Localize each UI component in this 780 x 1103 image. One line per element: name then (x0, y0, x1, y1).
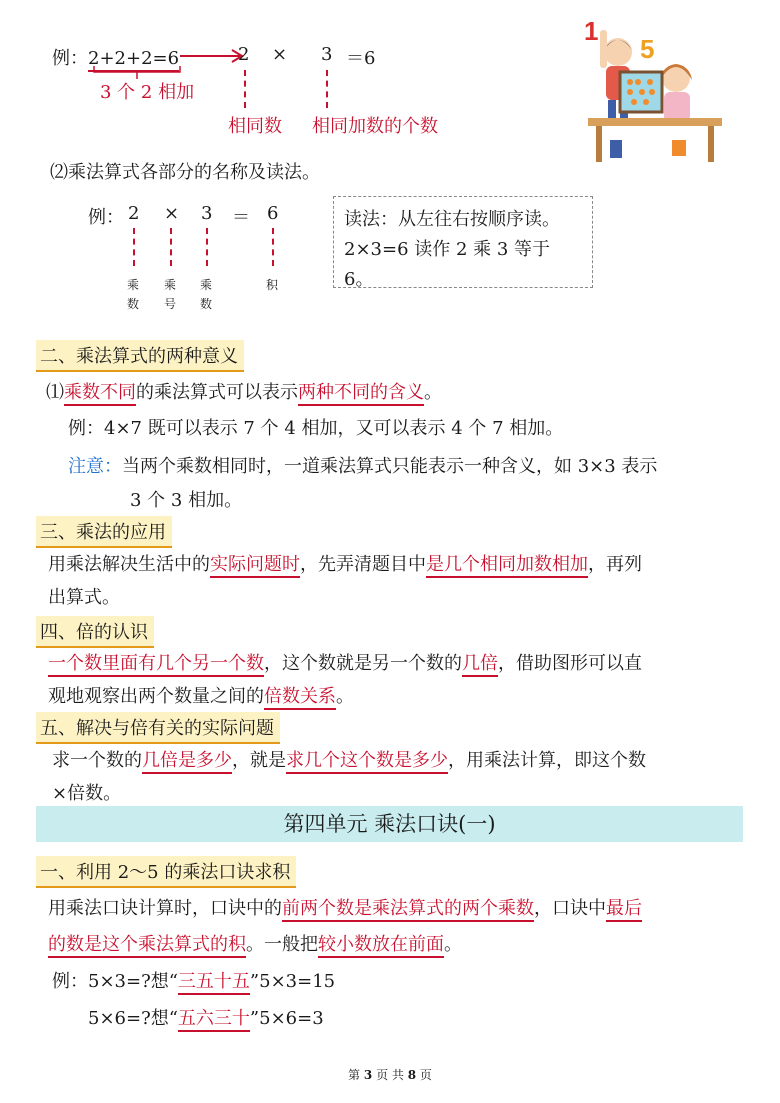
section-heading: 五、解决与倍有关的实际问题 (36, 712, 280, 744)
example1-n3: 3 (321, 44, 333, 65)
times-concept-line1: 一个数里面有几个另一个数，这个数就是另一个数的几倍，借助图形可以直 (48, 649, 642, 675)
section2-title: ⑵乘法算式各部分的名称及读法。 (50, 162, 320, 183)
u4-example2: 5×6=?想“五六三十”5×6=3 (88, 1004, 324, 1030)
example1-times: × (272, 44, 288, 65)
section2-example-b: 3 (201, 203, 213, 224)
application-line1: 用乘法解决生活中的实际问题时，先弄清题目中是几个相同加数相加，再列 (48, 550, 642, 576)
example-expression: 2+2+2=6 (88, 48, 179, 72)
dotted-line (170, 228, 172, 266)
label-addend-count: 相同加数的个数 (312, 116, 438, 137)
meaning-note-line2: 3 个 3 相加。 (130, 490, 243, 511)
dotted-line (206, 228, 208, 266)
reading-method-box (333, 196, 593, 288)
unit-title-bar: 第四单元 乘法口诀(一) (36, 806, 743, 842)
digit-one: 1 (584, 16, 599, 46)
name-sign: 乘号 (163, 278, 176, 311)
section-heading: 一、利用 2～5 的乘法口诀求积 (36, 856, 296, 888)
meaning-paragraph: ⑴乘数不同的乘法算式可以表示两种不同的含义。 (46, 378, 442, 404)
section2-example-a: 2 (128, 203, 140, 224)
example1-n2: 2 (238, 44, 250, 65)
example-prefix: 例： (52, 48, 88, 69)
example1-note: 3 个 2 相加 (100, 82, 195, 103)
dotted-line (272, 228, 274, 266)
section-heading: 四、倍的认识 (36, 616, 154, 648)
digit-five: 5 (640, 34, 655, 64)
page-footer: 第 3 页 共 8 页 (348, 1068, 432, 1082)
section2-example-c: 6 (267, 203, 279, 224)
note-label: 注意： (68, 456, 122, 477)
name-factor1: 乘数 (126, 278, 139, 311)
dotted-line (244, 70, 246, 108)
meaning-note: 注意：当两个乘数相同时，一道乘法算式只能表示一种含义，如 3×3 表示 (68, 456, 658, 477)
application-line2: 出算式。 (48, 587, 120, 608)
kids-abacus-illustration (580, 10, 730, 170)
example1-result: ＝6 (346, 48, 376, 69)
dotted-line (133, 228, 135, 266)
times-problem-line1: 求一个数的几倍是多少，就是求几个这个数是多少，用乘法计算，即这个数 (52, 746, 646, 772)
section-heading: 二、乘法算式的两种意义 (36, 340, 244, 372)
reading-method-line2: 2×3=6 读作 2 乘 3 等于 6。 (344, 239, 551, 290)
times-concept-line2: 观地观察出两个数量之间的倍数关系。 (48, 682, 354, 708)
section2-example-eq: ＝ (232, 207, 250, 228)
u4-example1: 例：5×3=?想“三五十五”5×3=15 (52, 967, 335, 993)
page-total: 8 (407, 1068, 417, 1082)
u4-line1: 用乘法口诀计算时，口诀中的前两个数是乘法算式的两个乘数，口诀中最后 (48, 894, 642, 920)
section2-example-prefix: 例： (88, 207, 124, 228)
section2-example-times: × (164, 203, 180, 224)
section-heading: 三、乘法的应用 (36, 516, 172, 548)
label-same-number: 相同数 (228, 116, 282, 137)
reading-method-line1: 读法：从左往右按顺序读。 (344, 209, 560, 230)
u4-line2: 的数是这个乘法算式的积。一般把较小数放在前面。 (48, 930, 462, 956)
name-product: 积 (265, 278, 278, 292)
times-problem-line2: ×倍数。 (52, 783, 122, 804)
dotted-line (326, 70, 328, 108)
page-number: 3 (363, 1068, 373, 1082)
meaning-example: 例：4×7 既可以表示 7 个 4 相加，又可以表示 4 个 7 相加。 (68, 418, 564, 439)
name-factor2: 乘数 (199, 278, 212, 311)
